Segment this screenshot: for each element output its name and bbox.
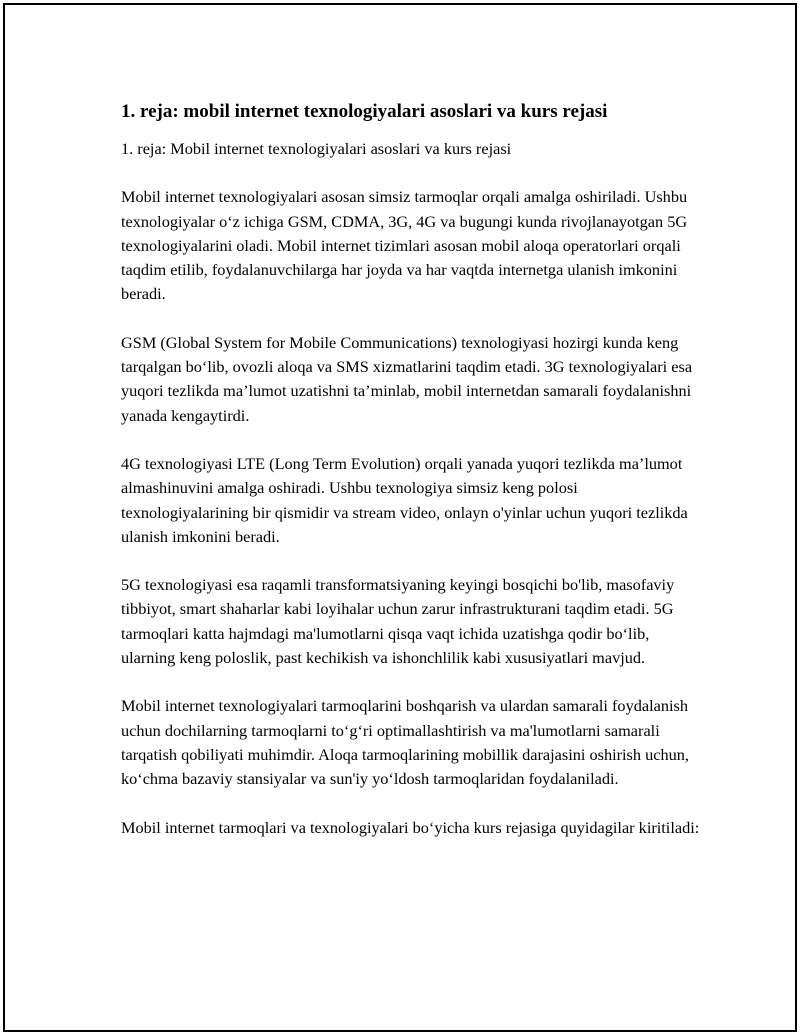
4g-paragraph: 4G texnologiyasi LTE (Long Term Evolution) orqali yanada yuqori tezlikda ma’lumot almashinuvini amalga oshiradi. Ushbu texnologiya simsiz keng polosi texnologiyalarining bir qismidir va stream video, onlayn o'yinlar uchun yuqori tezlikda ulanish imkonini beradi. xyxy=(121,453,688,546)
network-management-paragraph: Mobil internet texnologiyalari tarmoqlarini boshqarish va ulardan samarali foydalanish uchun dochilarning tarmoqlarni to‘g‘ri optimallashtirish va ma'lumotlarni samarali tarqatish qobiliyati muhimdir. Aloqa tarmoqlarining mobillik darajasini oshirish uchun, ko‘chma bazaviy stansiyalar va sun'iy yo‘ldosh tarmoqlaridan foydalaniladi. xyxy=(121,696,689,789)
page-frame xyxy=(3,3,797,1032)
document-heading: 1. reja: mobil internet texnologiyalari asoslari va kurs rejasi xyxy=(121,101,608,122)
5g-paragraph: 5G texnologiyasi esa raqamli transformatsiyaning keyingi bosqichi bo'lib, masofaviy tibbiyot, smart shaharlar kabi loyihalar uchun zarur infrastrukturani taqdim etadi. 5G tarmoqlari katta hajmdagi ma'lumotlarni qisqa vaqt ichida uzatishga qodir bo‘lib, ularning keng poloslik, past kechikish va ishonchlilik kabi xususiyatlari mavjud. xyxy=(121,575,675,668)
course-plan-paragraph: Mobil internet tarmoqlari va texnologiyalari bo‘yicha kurs rejasiga quyidagilar kiritiladi: xyxy=(121,817,700,837)
document-body xyxy=(121,98,701,864)
intro-paragraph: Mobil internet texnologiyalari asosan simsiz tarmoqlar orqali amalga oshiriladi. Ushbu texnologiyalar o‘z ichiga GSM, CDMA, 3G, 4G va bugungi kunda rivojlanayotgan 5G texnologiyalarini oladi. Mobil internet tizimlari asosan mobil aloqa operatorlari orqali taqdim etilib, foydalanuvchilarga har joyda va har vaqtda internetga ulanish imkonini beradi. xyxy=(121,187,688,304)
subheading-paragraph: 1. reja: Mobil internet texnologiyalari asoslari va kurs rejasi xyxy=(121,139,512,158)
gsm-paragraph: GSM (Global System for Mobile Communications) texnologiyasi hozirgi kunda keng tarqalgan bo‘lib, ovozli aloqa va SMS xizmatlarini taqdim etadi. 3G texnologiyalari esa yuqori tezlikda ma’lumot uzatishni ta’minlab, mobil internetdan samarali foydalanishni yanada kengaytirdi. xyxy=(121,332,693,425)
